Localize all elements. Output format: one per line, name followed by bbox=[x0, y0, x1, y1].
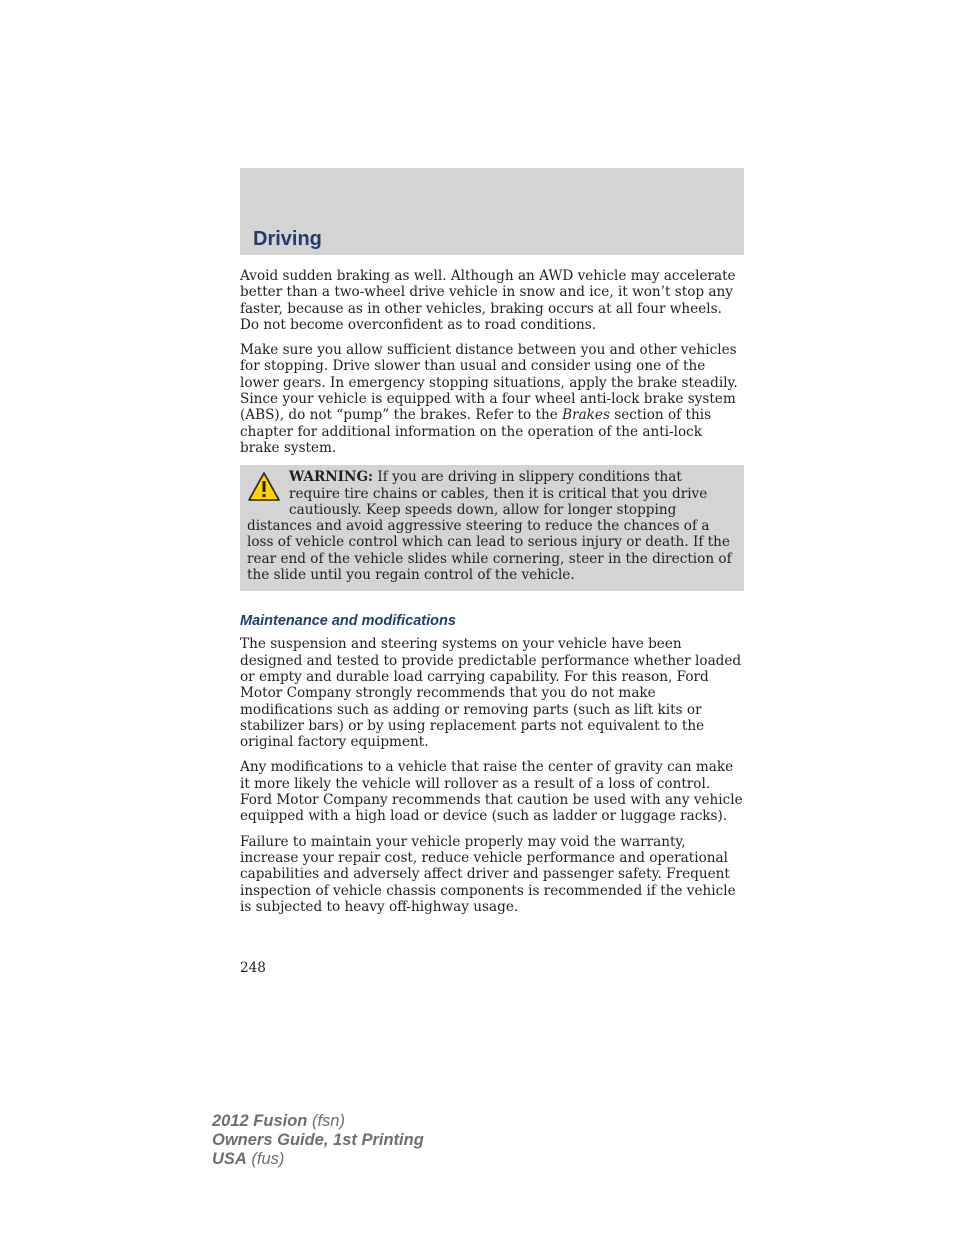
page-number: 248 bbox=[240, 960, 266, 976]
warning-text: If you are driving in slippery conditions that require tire chains or cables, then it is critical that you drive cautiously. Keep speeds down, allow for longer stopping distances and avoid aggressive steering to reduce the chances of a loss of vehicle control which can lead to serious injury or death. If the rear end of the vehicle slides while cornering, steer in the direction of the slide until you regain control of the vehicle. bbox=[247, 469, 732, 584]
footer-line-market bbox=[212, 1150, 424, 1169]
body-paragraph: Any modifications to a vehicle that raise the center of gravity can make it more likely the vehicle will rollover as a result of a loss of control. Ford Motor Company recommends that caution be used with any vehicle equipped with a high load or device (such as ladder or luggage racks). bbox=[240, 759, 743, 825]
section-heading: Maintenance and modifications bbox=[240, 613, 456, 630]
footer-line-model bbox=[212, 1112, 424, 1131]
footer-model-code: (fsn) bbox=[307, 1112, 345, 1130]
page-content bbox=[240, 268, 744, 915]
footer-line-guide: Owners Guide, 1st Printing bbox=[212, 1131, 424, 1149]
brakes-reference: Brakes bbox=[562, 407, 610, 424]
chapter-title: Driving bbox=[253, 228, 322, 250]
body-paragraph: Avoid sudden braking as well. Although an AWD vehicle may accelerate better than a two-wheel drive vehicle in snow and ice, it won’t stop any faster, because as in other vehicles, braking occurs at all four wheels. Do not become overconfident as to road conditions. bbox=[240, 268, 736, 333]
warning-box bbox=[240, 465, 744, 591]
warning-triangle-icon bbox=[247, 471, 281, 503]
footer-market: USA bbox=[212, 1150, 247, 1168]
warning-label: WARNING: bbox=[289, 469, 374, 486]
body-paragraph: Failure to maintain your vehicle properly may void the warranty, increase your repair cost, reduce vehicle performance and operational capabilities and adversely affect driver and passenger safety. Frequent inspection of vehicle chassis components is recommended if the vehicle is subjected to heavy off-highway usage. bbox=[240, 833, 736, 915]
footer-model: 2012 Fusion bbox=[212, 1112, 308, 1130]
document-footer bbox=[212, 1112, 424, 1169]
text-span: Make sure you allow sufficient distance between you and other vehicles for stopping. Drive slower than usual and consider using one of the lower gears. In emergency stopping situations, apply the brake steadily. Since your vehicle is equipped with a four wheel anti-lock brake system (ABS), do not “pump” the brakes. Refer to the bbox=[240, 342, 738, 424]
body-paragraph: The suspension and steering systems on your vehicle have been designed and tested to provide predictable performance whether loaded or empty and durable load carrying capability. For this reason, Ford Motor Company strongly recommends that you do not make modifications such as adding or removing parts (such as lift kits or stabilizer bars) or by using replacement parts not equivalent to the original factory equipment. bbox=[240, 636, 742, 751]
text-span: section of this chapter for additional information on the operation of the anti-lock brake system. bbox=[240, 407, 712, 456]
body-paragraph-brakes bbox=[240, 342, 744, 456]
chapter-header-band bbox=[240, 168, 744, 255]
footer-market-code: (fus) bbox=[246, 1150, 285, 1168]
